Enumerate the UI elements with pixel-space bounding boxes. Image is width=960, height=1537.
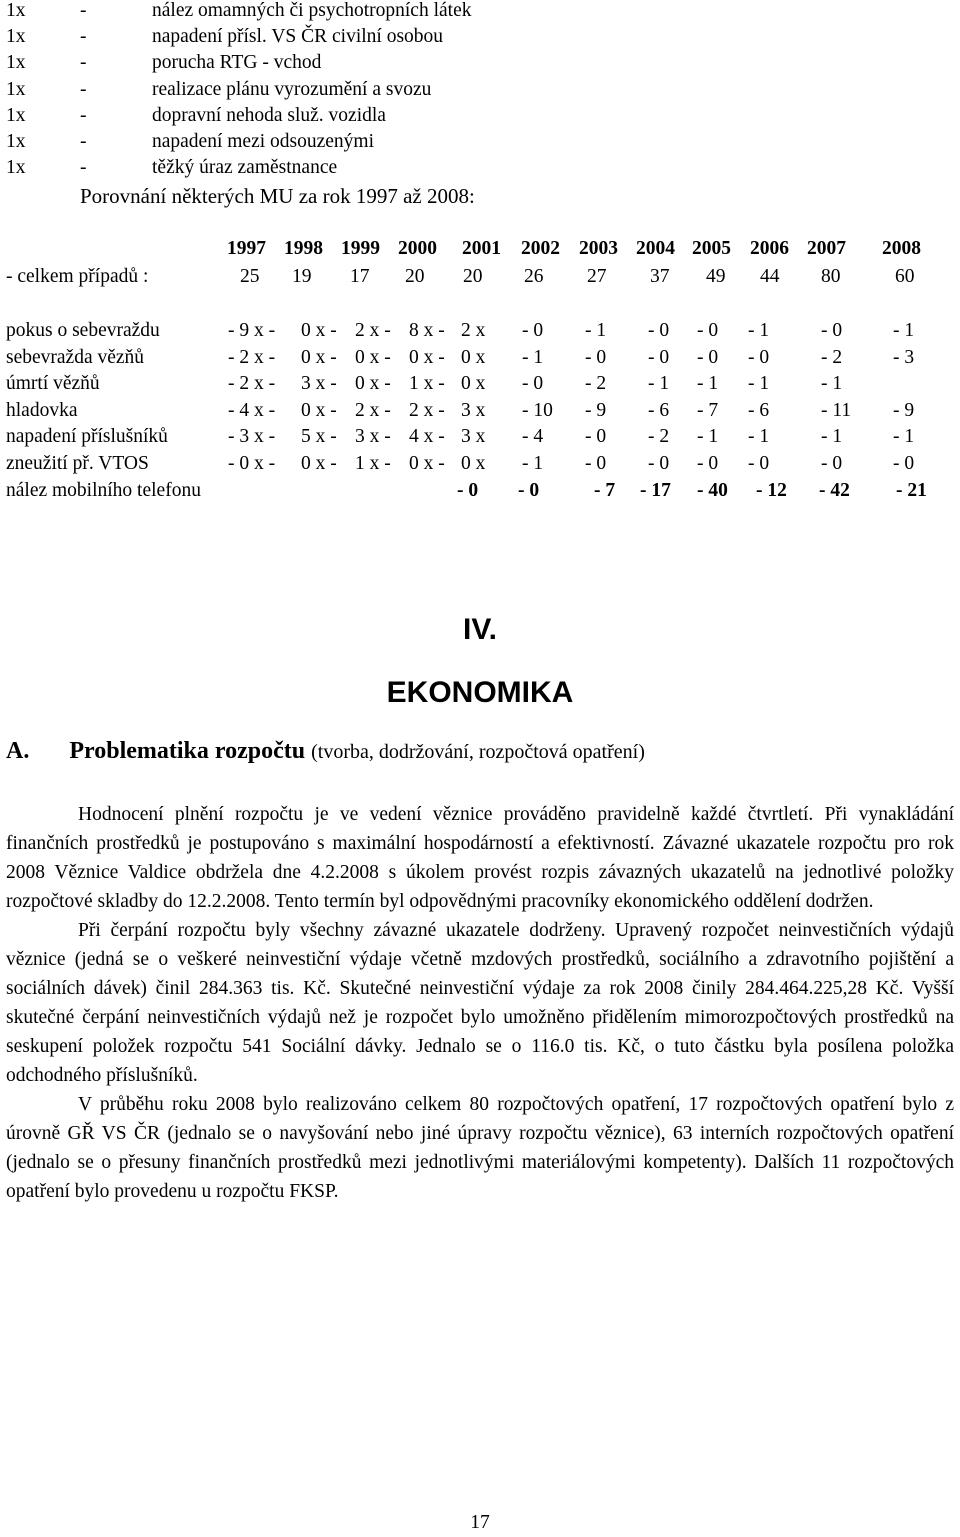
year-header: 1998 <box>284 238 323 259</box>
row-label: zneužití př. VTOS <box>6 453 149 474</box>
table-cell: - 1 <box>585 320 607 341</box>
event-text: porucha RTG - vchod <box>152 52 322 73</box>
table-cell: - 6 <box>648 400 670 421</box>
table-cell: 0 x <box>461 453 486 474</box>
table-cell: - 0 <box>748 347 770 368</box>
table-cell: - 9 <box>893 400 915 421</box>
table-cell: 2 x - <box>409 400 445 421</box>
table-cell: 0 x - <box>409 453 445 474</box>
table-cell: - 0 <box>585 453 607 474</box>
table-cell: 0 x <box>461 373 486 394</box>
table-cell: 0 x - <box>301 400 337 421</box>
row-label: napadení příslušníků <box>6 426 168 447</box>
paragraph: V průběhu roku 2008 bylo realizováno celkem 80 rozpočtových opatření, 17 rozpočtových opatření bylo z úrovně GŘ VS ČR (jednalo se o navyšování nebo jiné úpravy rozpočtu věznice), 63 interních rozpočtových opatření (jednalo se o přesuny finančních prostředků mezi jednotlivými materiálovými kompetenty). Dalších 11 rozpočtových opatření bylo provedenu u rozpočtu FKSP. <box>6 1094 954 1202</box>
table-cell: 60 <box>895 266 915 287</box>
paragraph: Hodnocení plnění rozpočtu je ve vedení věznice prováděno pravidelně každé čtvrtletí. Při vynakládání finančních prostředků je postupováno s maximální hospodárností a efektivností. Závazné ukazatele rozpočtu pro rok 2008 Věznice Valdice obdržela dne 4.2.2008 s úkolem provést rozpis závazných ukazatelů na jednotlivé položky rozpočtové skladby do 12.2.2008. Tento termín byl odpovědnými pracovníky ekonomického oddělení dodržen. <box>6 804 954 912</box>
table-cell: - 1 <box>522 347 544 368</box>
table-cell: - 1 <box>648 373 670 394</box>
table-cell: - 0 <box>585 347 607 368</box>
table-cell: 0 x - <box>355 347 391 368</box>
event-text: napadení přísl. VS ČR civilní osobou <box>152 26 444 47</box>
table-cell: - 1 <box>748 426 770 447</box>
table-cell: - 1 <box>893 320 915 341</box>
year-header: 2003 <box>579 238 618 259</box>
table-cell: - 9 x - <box>228 320 276 341</box>
table-cell: 27 <box>587 266 607 287</box>
table-cell: 20 <box>463 266 483 287</box>
event-text: napadení mezi odsouzenými <box>152 131 375 152</box>
table-cell: 17 <box>350 266 370 287</box>
table-cell: - 0 <box>648 320 670 341</box>
table-cell: 3 x <box>461 400 486 421</box>
table-cell: 2 x - <box>355 400 391 421</box>
event-count: 1x <box>6 0 26 21</box>
table-cell: 20 <box>405 266 425 287</box>
table-cell: 26 <box>524 266 544 287</box>
table-cell: 2 x <box>461 320 486 341</box>
section-title: EKONOMIKA <box>386 676 574 709</box>
table-cell: - 0 <box>697 453 719 474</box>
subsection-note: (tvorba, dodržování, rozpočtová opatření) <box>311 741 645 763</box>
table-cell: - 7 <box>594 480 616 501</box>
row-label: nález mobilního telefonu <box>6 480 201 501</box>
table-cell: - 0 <box>821 320 843 341</box>
event-count: 1x <box>6 79 26 100</box>
table-cell: - 1 <box>697 373 719 394</box>
table-cell: - 0 <box>585 426 607 447</box>
table-cell: 0 x - <box>301 347 337 368</box>
table-cell: - 4 x - <box>228 400 276 421</box>
row-label: hladovka <box>6 400 78 421</box>
table-cell: 1 x - <box>355 453 391 474</box>
table-cell: 49 <box>706 266 726 287</box>
event-count: 1x <box>6 26 26 47</box>
year-header: 2007 <box>807 238 846 259</box>
table-cell: - 0 <box>748 453 770 474</box>
table-cell: 25 <box>240 266 260 287</box>
table-cell: - 4 <box>522 426 544 447</box>
comparison-title: Porovnání některých MU za rok 1997 až 2008: <box>80 184 475 208</box>
table-cell: 3 x <box>461 426 486 447</box>
event-dash: - <box>80 105 87 126</box>
table-cell: - 9 <box>585 400 607 421</box>
table-cell: 1 x - <box>409 373 445 394</box>
subsection-title: Problematika rozpočtu <box>69 738 306 764</box>
table-cell: - 2 x - <box>228 347 276 368</box>
table-cell: - 2 x - <box>228 373 276 394</box>
table-cell: - 1 <box>821 426 843 447</box>
table-cell: - 1 <box>748 373 770 394</box>
event-count: 1x <box>6 157 26 178</box>
table-cell: - 10 <box>522 400 553 421</box>
table-cell: - 17 <box>640 480 671 501</box>
event-count: 1x <box>6 105 26 126</box>
page-number: 17 <box>470 1512 490 1533</box>
table-cell: - 0 x - <box>228 453 276 474</box>
table-cell: - 2 <box>821 347 843 368</box>
table-cell: 3 x - <box>355 426 391 447</box>
row-label: úmrtí vězňů <box>6 373 100 394</box>
table-cell: 80 <box>821 266 841 287</box>
table-cell: - 1 <box>697 426 719 447</box>
table-cell: - 21 <box>896 480 927 501</box>
table-cell: 0 x - <box>301 453 337 474</box>
body-text <box>6 800 954 1206</box>
table-cell: - 1 <box>748 320 770 341</box>
table-cell: - 0 <box>522 320 544 341</box>
event-dash: - <box>80 131 87 152</box>
event-dash: - <box>80 157 87 178</box>
year-header: 2004 <box>636 238 675 259</box>
table-cell: - 7 <box>697 400 719 421</box>
table-cell: - 0 <box>893 453 915 474</box>
table-cell: - 2 <box>585 373 607 394</box>
table-cell: 2 x - <box>355 320 391 341</box>
paragraph: Při čerpání rozpočtu byly všechny závazné ukazatele dodrženy. Upravený rozpočet neinvestičních výdajů věznice (jedná se o veškeré neinvestiční výdaje včetně mzdových prostředků, sociálního a zdravotního pojištění a sociálních dávek) činil 284.363 tis. Kč. Skutečné neinvestiční výdaje za rok 2008 činily 284.464.225,28 Kč. Vyšší skutečné čerpání neinvestičních výdajů než je rozpočet bylo umožněno přidělením mimorozpočtových prostředků na seskupení položek rozpočtu 541 Sociální dávky. Jednalo se o 116.0 tis. Kč, o tuto částku byla posílena položka odchodného příslušníků. <box>6 920 954 1086</box>
table-cell: 0 x - <box>409 347 445 368</box>
table-cell: 0 x <box>461 347 486 368</box>
table-cell: - 0 <box>518 480 540 501</box>
year-header: 2005 <box>692 238 731 259</box>
event-count: 1x <box>6 52 26 73</box>
year-header: 2008 <box>882 238 921 259</box>
subsection-heading <box>6 738 645 765</box>
event-count: 1x <box>6 131 26 152</box>
table-cell: 5 x - <box>301 426 337 447</box>
table-cell: - 1 <box>522 453 544 474</box>
year-header: 2006 <box>750 238 789 259</box>
event-text: dopravní nehoda služ. vozidla <box>152 105 386 126</box>
table-cell: - 0 <box>522 373 544 394</box>
year-header: 1999 <box>341 238 380 259</box>
subsection-letter: A. <box>6 738 30 764</box>
event-text: těžký úraz zaměstnance <box>152 157 338 178</box>
table-cell: - 12 <box>756 480 787 501</box>
year-header: 2000 <box>398 238 437 259</box>
table-cell: - 42 <box>819 480 850 501</box>
table-cell: 0 x - <box>301 320 337 341</box>
table-cell: - 1 <box>893 426 915 447</box>
table-cell: - 0 <box>697 347 719 368</box>
table-cell: - 11 <box>821 400 852 421</box>
table-cell: 37 <box>650 266 670 287</box>
event-dash: - <box>80 26 87 47</box>
table-cell: 8 x - <box>409 320 445 341</box>
table-cell: 0 x - <box>355 373 391 394</box>
year-header: 2001 <box>462 238 501 259</box>
table-cell: - 3 <box>893 347 915 368</box>
section-number: IV. <box>463 613 497 646</box>
table-cell: - 3 x - <box>228 426 276 447</box>
event-dash: - <box>80 52 87 73</box>
table-cell: - 0 <box>697 320 719 341</box>
table-cell: 44 <box>760 266 780 287</box>
row-label: pokus o sebevraždu <box>6 320 160 341</box>
table-cell: - 0 <box>457 480 479 501</box>
row-label: sebevražda vězňů <box>6 347 145 368</box>
event-text: realizace plánu vyrozumění a svozu <box>152 79 432 100</box>
event-dash: - <box>80 0 87 21</box>
table-cell: - 0 <box>648 453 670 474</box>
table-cell: - 0 <box>821 453 843 474</box>
table-cell: - 2 <box>648 426 670 447</box>
table-cell: 4 x - <box>409 426 445 447</box>
event-text: nález omamných či psychotropních látek <box>152 0 472 21</box>
table-cell: - 40 <box>697 480 728 501</box>
table-cell: 19 <box>292 266 312 287</box>
year-header: 2002 <box>521 238 560 259</box>
table-cell: 3 x - <box>301 373 337 394</box>
table-cell: - 1 <box>821 373 843 394</box>
table-cell: - 0 <box>648 347 670 368</box>
event-dash: - <box>80 79 87 100</box>
year-header: 1997 <box>227 238 266 259</box>
totals-label: - celkem případů : <box>6 266 149 287</box>
table-cell: - 6 <box>748 400 770 421</box>
